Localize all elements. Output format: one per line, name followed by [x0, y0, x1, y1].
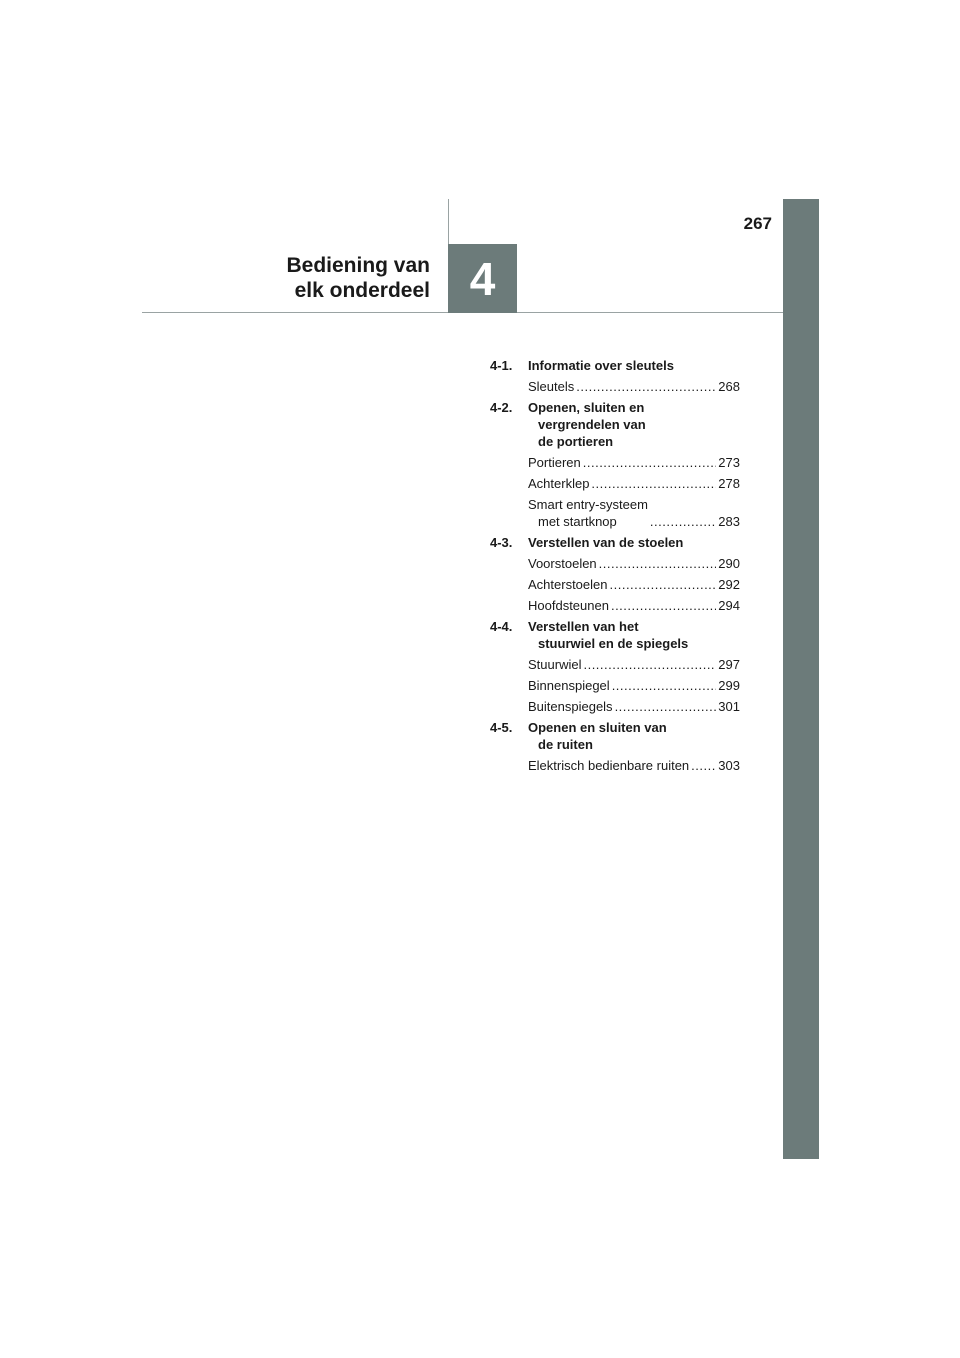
toc-section-title-line: de ruiten [538, 737, 593, 752]
toc-section-title-line: Verstellen van het [528, 619, 639, 634]
toc-entry-title-line: Achterstoelen [528, 577, 608, 592]
toc-entry[interactable] [528, 475, 740, 492]
toc-entry-page: 297 [718, 657, 740, 672]
toc-entry[interactable] [528, 454, 740, 471]
toc-entry-page: 273 [718, 455, 740, 470]
chapter-number-box [448, 244, 517, 313]
toc-entry[interactable] [528, 576, 740, 593]
toc-section-title-line: Openen, sluiten en [528, 400, 645, 415]
toc-entry-title-line: Smart entry-systeem [528, 497, 648, 512]
toc-section-heading[interactable] [490, 719, 740, 753]
toc-entry-page: 299 [718, 678, 740, 693]
toc-entry-title [528, 454, 581, 471]
toc-section-heading[interactable] [490, 399, 740, 450]
page-number: 267 [743, 214, 772, 233]
toc-section-title-line: Openen en sluiten van [528, 720, 667, 735]
toc-entry-title-line: Stuurwiel [528, 657, 582, 672]
toc-entry-page: 294 [718, 598, 740, 613]
toc-entry-page: 268 [718, 379, 740, 394]
toc-dot-leader [583, 656, 716, 673]
table-of-contents [490, 357, 740, 778]
toc-entry-page: 278 [718, 476, 740, 491]
toc-section-title [528, 399, 740, 450]
toc-section-number: 4-1. [490, 358, 513, 373]
toc-entry-title [528, 496, 648, 530]
toc-section [490, 399, 740, 530]
toc-dot-leader [615, 698, 717, 715]
toc-section-heading[interactable] [490, 357, 740, 374]
toc-section-title-line: de portieren [538, 434, 614, 449]
toc-entry-title-line: Hoofdsteunen [528, 598, 609, 613]
toc-section-title [528, 719, 740, 753]
toc-entry[interactable] [528, 656, 740, 673]
toc-entry-page: 283 [718, 514, 740, 529]
toc-entry-title-line: Elektrisch bedienbare ruiten [528, 758, 690, 773]
toc-entry-title [528, 378, 574, 395]
toc-entry-title-line: Voorstoelen [528, 556, 597, 571]
chapter-side-tab [783, 199, 819, 1159]
toc-entry[interactable] [528, 597, 740, 614]
toc-section-title-line: Informatie over sleutels [528, 358, 674, 373]
toc-section-title [528, 534, 740, 551]
toc-entry[interactable] [528, 757, 740, 774]
toc-dot-leader [612, 677, 717, 694]
toc-section-number: 4-5. [490, 720, 513, 735]
chapter-number: 4 [469, 252, 496, 305]
toc-section [490, 357, 740, 395]
toc-section [490, 618, 740, 715]
toc-entry-title-line: met startknop [538, 514, 617, 529]
toc-entry-title [528, 576, 608, 593]
toc-entry-title [528, 656, 581, 673]
toc-entry-title [528, 698, 613, 715]
toc-dot-leader [610, 576, 717, 593]
toc-entry-title [528, 475, 589, 492]
toc-entry-title-line: Portieren [528, 455, 581, 470]
toc-entry-title-line: Sleutels [528, 379, 575, 394]
toc-dot-leader [591, 475, 716, 492]
toc-section-number: 4-3. [490, 535, 513, 550]
toc-entry[interactable] [528, 496, 740, 530]
toc-entry-title [528, 757, 689, 774]
toc-entry-page: 301 [718, 699, 740, 714]
toc-entry-title [528, 597, 609, 614]
toc-entry-title [528, 555, 597, 572]
toc-entry-page: 292 [718, 577, 740, 592]
toc-section [490, 719, 740, 774]
toc-section-title [528, 357, 740, 374]
toc-dot-leader [576, 378, 716, 395]
toc-section [490, 534, 740, 614]
toc-entry[interactable] [528, 555, 740, 572]
toc-dot-leader [691, 757, 716, 774]
toc-entry-title [528, 677, 610, 694]
header-vertical-rule [448, 199, 449, 245]
toc-section-number: 4-4. [490, 619, 513, 634]
toc-dot-leader [650, 513, 716, 530]
toc-entry[interactable] [528, 698, 740, 715]
toc-dot-leader [583, 454, 717, 471]
toc-entry-title-line: Binnenspiegel [528, 678, 610, 693]
toc-entry[interactable] [528, 677, 740, 694]
toc-entry-title-line: Achterklep [528, 476, 590, 491]
toc-entry[interactable] [528, 378, 740, 395]
toc-entry-page: 303 [718, 758, 740, 773]
toc-entry-page: 290 [718, 556, 740, 571]
toc-section-title-line: stuurwiel en de spiegels [538, 636, 689, 651]
chapter-title-line: Bediening van [286, 254, 430, 277]
toc-section-heading[interactable] [490, 618, 740, 652]
toc-dot-leader [611, 597, 716, 614]
toc-section-title-line: Verstellen van de stoelen [528, 535, 684, 550]
chapter-title-line: elk onderdeel [294, 279, 430, 302]
toc-section-number: 4-2. [490, 400, 513, 415]
toc-section-heading[interactable] [490, 534, 740, 551]
toc-entry-title-line: Buitenspiegels [528, 699, 613, 714]
toc-section-title-line: vergrendelen van [538, 417, 646, 432]
toc-dot-leader [599, 555, 717, 572]
chapter-title [230, 253, 430, 303]
toc-section-title [528, 618, 740, 652]
